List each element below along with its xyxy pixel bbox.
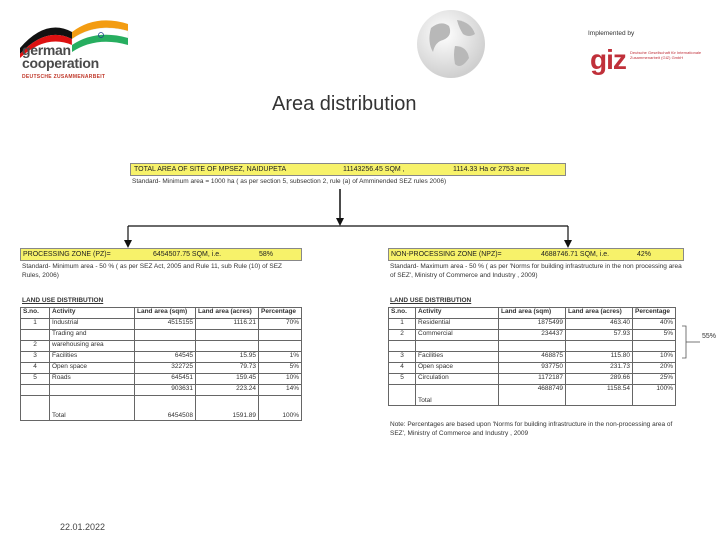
table-cell [389, 341, 416, 352]
pz-land-use-table [20, 307, 302, 421]
table-cell: 1116.21 [196, 319, 259, 330]
table-header: Activity [416, 308, 499, 319]
table-cell: 4515155 [135, 319, 196, 330]
table-cell: Total [50, 396, 135, 421]
table-cell: 1591.89 [196, 396, 259, 421]
table-cell: 1 [21, 319, 50, 330]
table-header: S.no. [389, 308, 416, 319]
total-area-box [130, 163, 566, 176]
table-cell: 1 [389, 319, 416, 330]
table-cell: 79.73 [196, 363, 259, 374]
table-row-total [389, 385, 676, 406]
table-cell: Commercial [416, 330, 499, 341]
table-header: Land area (acres) [196, 308, 259, 319]
table-row-total [21, 396, 302, 421]
table-cell: 5 [21, 374, 50, 385]
pz-label: PROCESSING ZONE (PZ)= [23, 251, 111, 258]
table-cell: 100% [259, 396, 302, 421]
table-cell: 40% [633, 319, 676, 330]
table-cell: 115.80 [566, 352, 633, 363]
table-cell: 25% [633, 374, 676, 385]
table-cell: 468875 [499, 352, 566, 363]
table-cell: 15.95 [196, 352, 259, 363]
table-row [21, 352, 302, 363]
npz-land-use-table [388, 307, 676, 406]
table-row [389, 319, 676, 330]
table-cell: 463.40 [566, 319, 633, 330]
table-cell: 57.93 [566, 330, 633, 341]
table-cell: 64545 [135, 352, 196, 363]
table-cell: 6454508 [135, 396, 196, 421]
table-cell: Roads [50, 374, 135, 385]
table-cell [259, 330, 302, 341]
table-cell: 645451 [135, 374, 196, 385]
table-cell: 937750 [499, 363, 566, 374]
table-cell [566, 341, 633, 352]
table-cell: warehousing area [50, 341, 135, 352]
table-header: Percentage [259, 308, 302, 319]
table-cell: 10% [259, 374, 302, 385]
table-header: Land area (sqm) [135, 308, 196, 319]
page-title: Area distribution [272, 93, 417, 115]
table-cell: 903631 [135, 385, 196, 396]
table-cell: 234437 [499, 330, 566, 341]
table-cell: 4 [389, 363, 416, 374]
table-cell: 4688749 [499, 385, 566, 406]
table-row [21, 330, 302, 341]
footer-date: 22.01.2022 [60, 522, 106, 532]
table-cell [259, 341, 302, 352]
npz-land-use-heading: LAND USE DISTRIBUTION [390, 297, 472, 304]
globe-icon [413, 6, 489, 82]
total-area-label: TOTAL AREA OF SITE OF MPSEZ, NAIDUPETA [134, 166, 287, 173]
table-cell: Open space [416, 363, 499, 374]
table-cell [196, 341, 259, 352]
npz-label: NON-PROCESSING ZONE (NPZ)= [391, 251, 502, 258]
table-row [389, 341, 676, 352]
table-row [389, 352, 676, 363]
table-row [21, 385, 302, 396]
non-processing-zone-box [388, 248, 684, 261]
npz-note: Note: Percentages are based upon 'Norms for building infrastructure in the non-processing area of SEZ', Ministry of Commerce and Industry , 2009 [390, 421, 673, 437]
bracket-percentage: 55% [702, 333, 717, 340]
table-row [389, 374, 676, 385]
table-header: Land area (acres) [566, 308, 633, 319]
table-cell [21, 330, 50, 341]
npz-sqm: 4688746.71 SQM, i.e. [541, 251, 610, 258]
table-header: Land area (sqm) [499, 308, 566, 319]
giz-logo: giz [590, 44, 626, 75]
table-cell: Total [416, 385, 499, 406]
table-cell: 4 [21, 363, 50, 374]
logo-subtitle: DEUTSCHE ZUSAMMENARBEIT [22, 74, 106, 80]
table-cell: 1% [259, 352, 302, 363]
table-cell: 10% [633, 352, 676, 363]
table-cell: 70% [259, 319, 302, 330]
table-cell [389, 385, 416, 406]
table-cell: 20% [633, 363, 676, 374]
processing-zone-box [20, 248, 302, 261]
npz-percentage: 42% [637, 251, 652, 258]
pz-land-use-heading: LAND USE DISTRIBUTION [22, 297, 104, 304]
table-cell: 3 [389, 352, 416, 363]
table-cell [135, 341, 196, 352]
pz-standard: Standard- Minimum area - 50 % ( as per SEZ Act, 2005 and Rule 11, sub Rule (10) of SEZ Rules, 2006) [22, 263, 283, 279]
table-cell [416, 341, 499, 352]
pz-percentage: 58% [259, 251, 274, 258]
table-cell: 5% [259, 363, 302, 374]
total-area-standard: Standard- Minimum area = 1000 ha ( as per section 5, subsection 2, rule (a) of Amminended SEZ rules 2006) [132, 178, 447, 185]
table-cell: Trading and [50, 330, 135, 341]
table-cell: 1875499 [499, 319, 566, 330]
npz-standard: Standard- Maximum area - 50 % ( as per 'Norms for building infrastructure in the non processing area of SEZ', Ministry of Commerce and Industry , 2009) [390, 263, 682, 279]
total-area-sqm: 11143256.45 SQM , [343, 166, 405, 173]
implemented-by-label: Implemented by [588, 30, 635, 37]
table-cell: Open space [50, 363, 135, 374]
table-cell [499, 341, 566, 352]
table-cell: 14% [259, 385, 302, 396]
table-cell [21, 385, 50, 396]
table-header: Percentage [633, 308, 676, 319]
table-cell: 2 [21, 341, 50, 352]
giz-logo-subtitle: Deutsche Gesellschaft für Internationale Zusammenarbeit (GIZ) GmbH [630, 50, 702, 60]
table-row [21, 341, 302, 352]
table-row [389, 330, 676, 341]
table-cell [50, 385, 135, 396]
table-cell: 3 [21, 352, 50, 363]
table-cell: 223.24 [196, 385, 259, 396]
table-row [21, 319, 302, 330]
table-cell [21, 396, 50, 421]
logo-wordmark: german cooperation [22, 42, 99, 71]
table-cell: 322725 [135, 363, 196, 374]
pz-sqm: 6454507.75 SQM, i.e. [153, 251, 222, 258]
table-row [21, 363, 302, 374]
table-row [21, 374, 302, 385]
table-cell: 5 [389, 374, 416, 385]
table-header: S.no. [21, 308, 50, 319]
table-cell: Circulation [416, 374, 499, 385]
table-cell: Industrial [50, 319, 135, 330]
table-row [389, 363, 676, 374]
table-cell: 231.73 [566, 363, 633, 374]
table-cell: 289.66 [566, 374, 633, 385]
table-cell [196, 330, 259, 341]
table-cell: Facilities [416, 352, 499, 363]
table-cell [633, 341, 676, 352]
table-cell: Residential [416, 319, 499, 330]
table-cell: 1158.54 [566, 385, 633, 406]
table-cell: Facilities [50, 352, 135, 363]
table-cell: 5% [633, 330, 676, 341]
total-area-ha: 1114.33 Ha or 2753 acre [453, 166, 530, 173]
table-header: Activity [50, 308, 135, 319]
table-cell: 100% [633, 385, 676, 406]
table-cell: 2 [389, 330, 416, 341]
table-cell: 1172187 [499, 374, 566, 385]
table-cell: 159.45 [196, 374, 259, 385]
table-cell [135, 330, 196, 341]
